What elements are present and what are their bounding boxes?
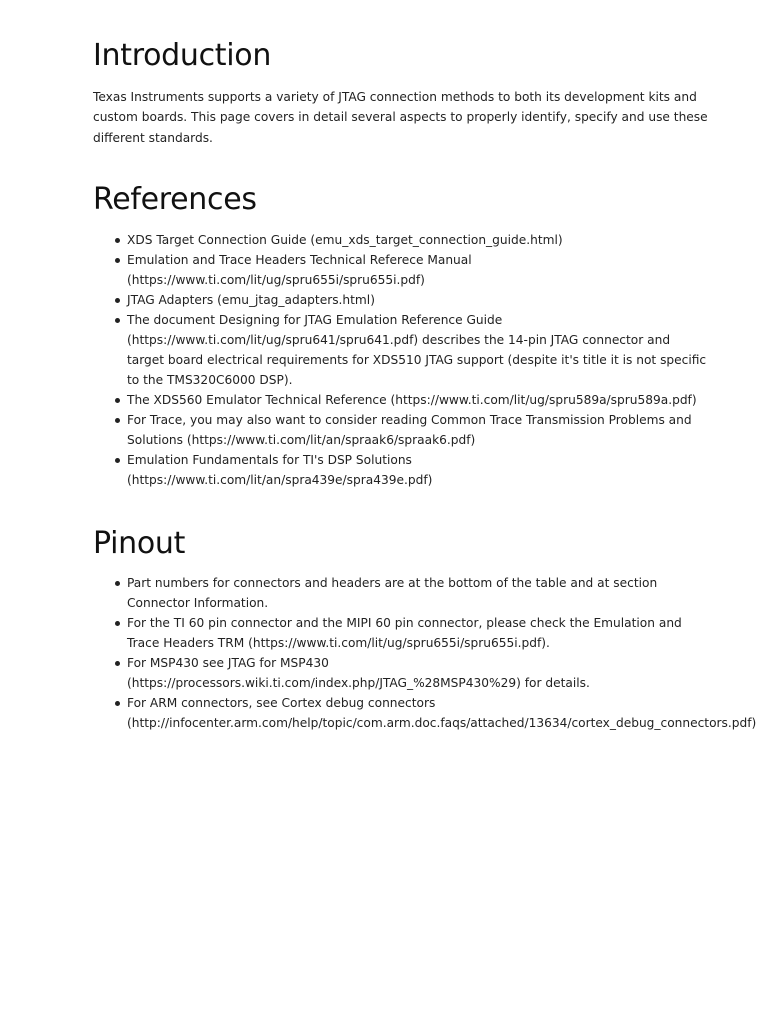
reference-item	[93, 250, 753, 290]
pinout-item-line: Connector Information.	[127, 596, 269, 610]
reference-item-line: For Trace, you may also want to consider reading Common Trace Transmission Problems and	[127, 413, 692, 427]
reference-item-line: XDS Target Connection Guide (emu_xds_target_connection_guide.html)	[127, 233, 563, 247]
pinout-item-line: Part numbers for connectors and headers are at the bottom of the table and at section	[127, 576, 658, 590]
reference-item-line: (https://www.ti.com/lit/ug/spru655i/spru655i.pdf)	[127, 273, 425, 287]
introduction-line: different standards.	[93, 130, 213, 145]
reference-item	[93, 450, 753, 490]
pinout-item	[93, 613, 753, 653]
pinout-list	[93, 573, 757, 733]
reference-item-line: (https://www.ti.com/lit/an/spra439e/spra439e.pdf)	[127, 473, 433, 487]
pinout-item-line: For the TI 60 pin connector and the MIPI 60 pin connector, please check the Emulation and	[127, 616, 682, 630]
pinout-item-line: Trace Headers TRM (https://www.ti.com/lit/ug/spru655i/spru655i.pdf).	[127, 636, 550, 650]
pinout-item	[93, 573, 753, 613]
reference-item-line: The XDS560 Emulator Technical Reference (https://www.ti.com/lit/ug/spru589a/spru589a.pdf)	[127, 393, 697, 407]
reference-item	[93, 230, 753, 250]
introduction-line: Texas Instruments supports a variety of JTAG connection methods to both its development kits and	[93, 90, 697, 104]
pinout-item-line: (https://processors.wiki.ti.com/index.php/JTAG_%28MSP430%29) for details.	[127, 676, 590, 690]
introduction-heading: Introduction	[93, 38, 272, 73]
reference-item-line: (https://www.ti.com/lit/ug/spru641/spru641.pdf) describes the 14-pin JTAG connector and	[127, 333, 671, 347]
references-list	[93, 230, 753, 490]
introduction-paragraph	[93, 87, 708, 148]
reference-item-line: The document Designing for JTAG Emulation Reference Guide	[127, 313, 503, 327]
pinout-item	[93, 693, 757, 733]
reference-item	[93, 390, 753, 410]
reference-item-line: Emulation and Trace Headers Technical Referece Manual	[127, 253, 472, 267]
pinout-item-line: For ARM connectors, see Cortex debug connectors	[127, 696, 436, 710]
reference-item-line: target board electrical requirements for XDS510 JTAG support (despite it's title it is not specific	[127, 353, 707, 367]
introduction-line: custom boards. This page covers in detail several aspects to properly identify, specify and use these	[93, 110, 708, 125]
pinout-item-line: (http://infocenter.arm.com/help/topic/com.arm.doc.faqs/attached/13634/cortex_debug_connectors.pdf)	[127, 716, 757, 730]
pinout-heading: Pinout	[93, 526, 186, 561]
reference-item-line: JTAG Adapters (emu_jtag_adapters.html)	[127, 293, 375, 307]
reference-item-line: to the TMS320C6000 DSP).	[127, 373, 293, 387]
references-heading: References	[93, 182, 257, 217]
pinout-item-line: For MSP430 see JTAG for MSP430	[127, 656, 329, 670]
reference-item	[93, 290, 753, 310]
pinout-item	[93, 653, 753, 693]
reference-item	[93, 410, 753, 450]
reference-item-line: Solutions (https://www.ti.com/lit/an/spraak6/spraak6.pdf)	[127, 433, 476, 447]
reference-item-line: Emulation Fundamentals for TI's DSP Solutions	[127, 453, 412, 467]
reference-item	[93, 310, 753, 390]
